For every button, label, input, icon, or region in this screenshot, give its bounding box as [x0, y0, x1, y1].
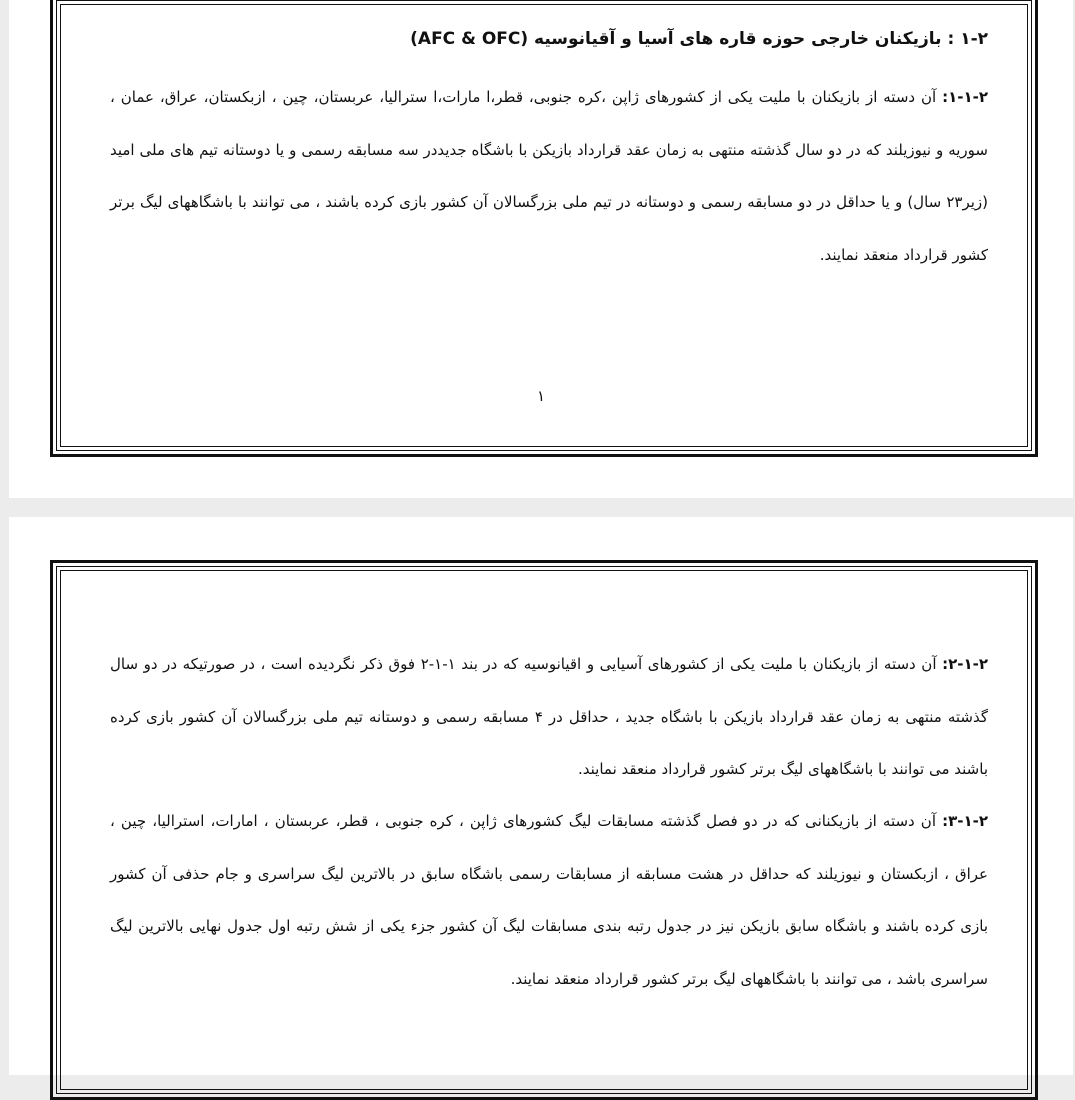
section-heading: ۱-۲ : بازیکنان خارجی حوزه قاره های آسیا و آقیانوسیه (AFC & OFC): [410, 29, 988, 49]
clause-number: ۱-۱-۲:: [942, 88, 988, 106]
page-number: ۱: [536, 387, 546, 405]
clause-text: آن دسته از بازیکنانی که در دو فصل گذشته مسابقات لیگ کشورهای ژاپن ، کره جنوبی ، قطر، عربستان ، امارات، استرالیا، چین ، عراق ، ازبکستان و نیوزیلند که حداقل در هشت مسابقه از مسابقات رسمی باشگاه سابق در بالاترین لیگ سراسری و جام حذفی آن کشور بازی کرده باشند و باشگاه سابق بازیکن نیز در جدول رتبه بندی مسابقات لیگ آن کشور جزء یکی از شش رتبه اول جدول نهایی بالاترین لیگ سراسری باشد ، می توانند با باشگاههای لیگ برتر کشور قرارداد منعقد نمایند.: [110, 812, 988, 988]
paragraph-2-1-2: [110, 638, 988, 796]
document-page-1: [9, 0, 1073, 498]
clause-text: آن دسته از بازیکنان با ملیت یکی از کشورهای آسیایی و اقیانوسیه که در بند ۱-۱-۲ فوق ذکر نگردیده است ، در صورتیکه در دو سال گذشته منتهی به زمان عقد قرارداد بازیکن با باشگاه جدید ، حداقل در ۴ مسابقه رسمی و دوستانه تیم ملی بزرگسالان آن کشور بازی کرده باشند می توانند با باشگاههای لیگ برتر کشور قرارداد منعقد نمایند.: [110, 655, 988, 778]
paragraph-2-1-1: [110, 71, 988, 281]
clause-number: ۲-۱-۲:: [942, 655, 988, 673]
paragraph-2-1-3: [110, 795, 988, 1005]
clause-number: ۳-۱-۲:: [942, 812, 988, 830]
clause-text: آن دسته از بازیکنان با ملیت یکی از کشورهای ژاپن ،کره جنوبی، قطر،ا مارات،ا سترالیا، عربستان، چین ، ازبکستان، عراق، عمان ، سوریه و نیوزیلند که در دو سال گذشته منتهی به زمان عقد قرارداد بازیکن با باشگاه جدیددر سه مسابقه رسمی و یا دوستانه تیم های ملی امید (زیر۲۳ سال) و یا حداقل در دو مسابقه رسمی و دوستانه در تیم ملی بزرگسالان آن کشور بازی کرده باشند ، می توانند با باشگاههای لیگ برتر کشور قرارداد منعقد نمایند.: [110, 88, 988, 264]
document-page-2: [9, 517, 1073, 1075]
